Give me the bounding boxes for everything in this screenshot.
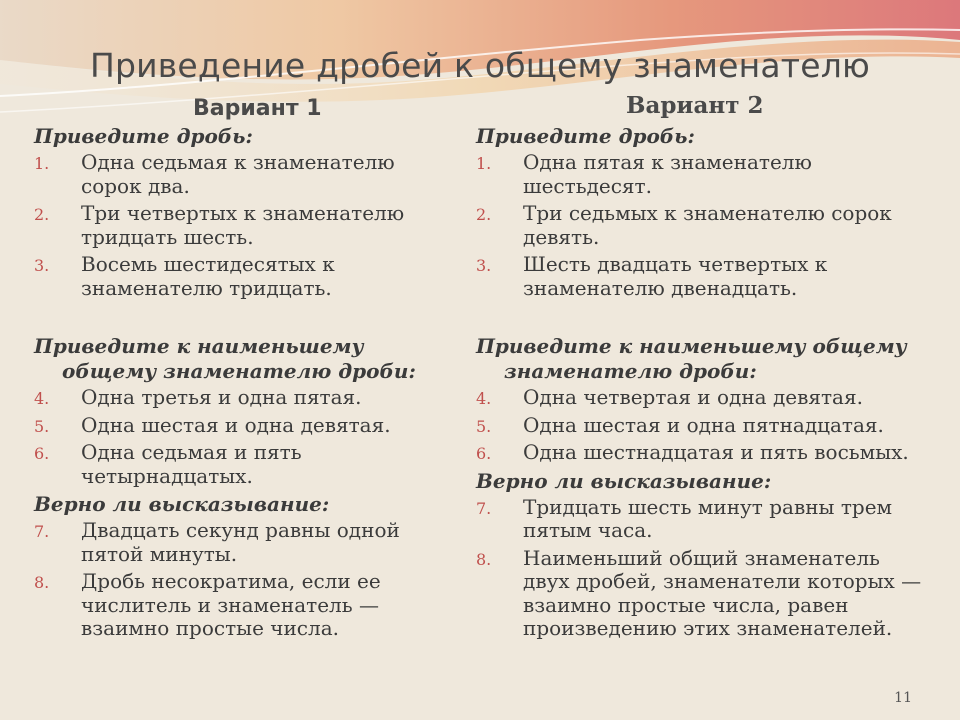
- task-item: [34, 386, 439, 410]
- task-item: [34, 253, 439, 300]
- item-number: 4.: [476, 389, 492, 408]
- item-text: Двадцать секунд равны одной пятой минуты.: [81, 518, 400, 566]
- item-text: Одна третья и одна пятая.: [81, 385, 362, 409]
- slide-title: Приведение дробей к общему знаменателю: [89, 46, 871, 85]
- item-number: 2.: [476, 205, 492, 224]
- item-text: Три четвертых к знаменателю тридцать шесть.: [81, 201, 405, 249]
- task-item: [476, 496, 926, 543]
- item-number: 1.: [34, 154, 50, 173]
- task-item: [476, 441, 926, 465]
- item-number: 3.: [34, 256, 50, 275]
- section-heading: Приведите к наименьшему общему знаменателю дроби:: [476, 334, 907, 383]
- task-item: [476, 253, 926, 300]
- item-number: 8.: [476, 549, 492, 569]
- section-heading: Приведите дробь:: [34, 124, 253, 148]
- item-number: 7.: [34, 522, 50, 541]
- section-heading: Верно ли высказывание:: [34, 492, 330, 516]
- item-text: Восемь шестидесятых к знаменателю тридцать.: [81, 252, 335, 300]
- variant-1-label: Вариант 1: [193, 96, 322, 121]
- item-text: Тридцать шесть минут равны трем пятым часа.: [523, 494, 893, 542]
- item-text: Три седьмых к знаменателю сорок девять.: [523, 201, 892, 249]
- section-heading: Приведите к наименьшему общему знаменателю дроби:: [34, 334, 416, 383]
- task-item: [34, 570, 439, 641]
- item-text: Одна седьмая к знаменателю сорок два.: [81, 150, 395, 198]
- variant-1-column: [34, 124, 439, 645]
- item-text: Одна шестнадцатая и пять восьмых.: [523, 440, 909, 464]
- task-item: [476, 386, 926, 410]
- task-item: [476, 202, 926, 249]
- task-item: [34, 151, 439, 198]
- task-item: [34, 441, 439, 488]
- item-number: 8.: [34, 573, 50, 592]
- variant-2-label: Вариант 2: [626, 92, 764, 119]
- task-item: [34, 519, 439, 566]
- item-text: Одна шестая и одна пятнадцатая.: [523, 412, 884, 437]
- item-text: Наименьший общий знаменатель двух дробей, знаменатели которых — взаимно простые числа, равен произведению этих знаменателей.: [523, 545, 922, 640]
- section-heading: Верно ли высказывание:: [476, 468, 772, 493]
- item-number: 1.: [476, 154, 492, 173]
- task-item: [34, 414, 439, 438]
- section-heading: Приведите дробь:: [476, 124, 695, 148]
- item-number: 2.: [34, 205, 50, 224]
- task-item: [476, 414, 926, 438]
- item-text: Одна седьмая и пять четырнадцатых.: [81, 440, 302, 488]
- item-number: 5.: [476, 416, 492, 436]
- task-item: [34, 202, 439, 249]
- variant-2-column: [476, 124, 926, 645]
- item-text: Шесть двадцать четвертых к знаменателю двенадцать.: [523, 252, 828, 300]
- item-text: Дробь несократима, если ее числитель и знаменатель — взаимно простые числа.: [81, 569, 381, 640]
- item-number: 6.: [476, 444, 492, 463]
- task-item: [476, 547, 926, 641]
- item-text: Одна шестая и одна девятая.: [81, 412, 391, 437]
- item-text: Одна пятая к знаменателю шестьдесят.: [523, 150, 812, 198]
- item-number: 4.: [34, 389, 50, 408]
- item-number: 7.: [476, 498, 492, 518]
- slide-number: 11: [894, 690, 912, 706]
- item-number: 6.: [34, 444, 50, 463]
- item-number: 3.: [476, 256, 492, 275]
- item-number: 5.: [34, 416, 50, 436]
- item-text: Одна четвертая и одна девятая.: [523, 385, 863, 409]
- task-item: [476, 151, 926, 198]
